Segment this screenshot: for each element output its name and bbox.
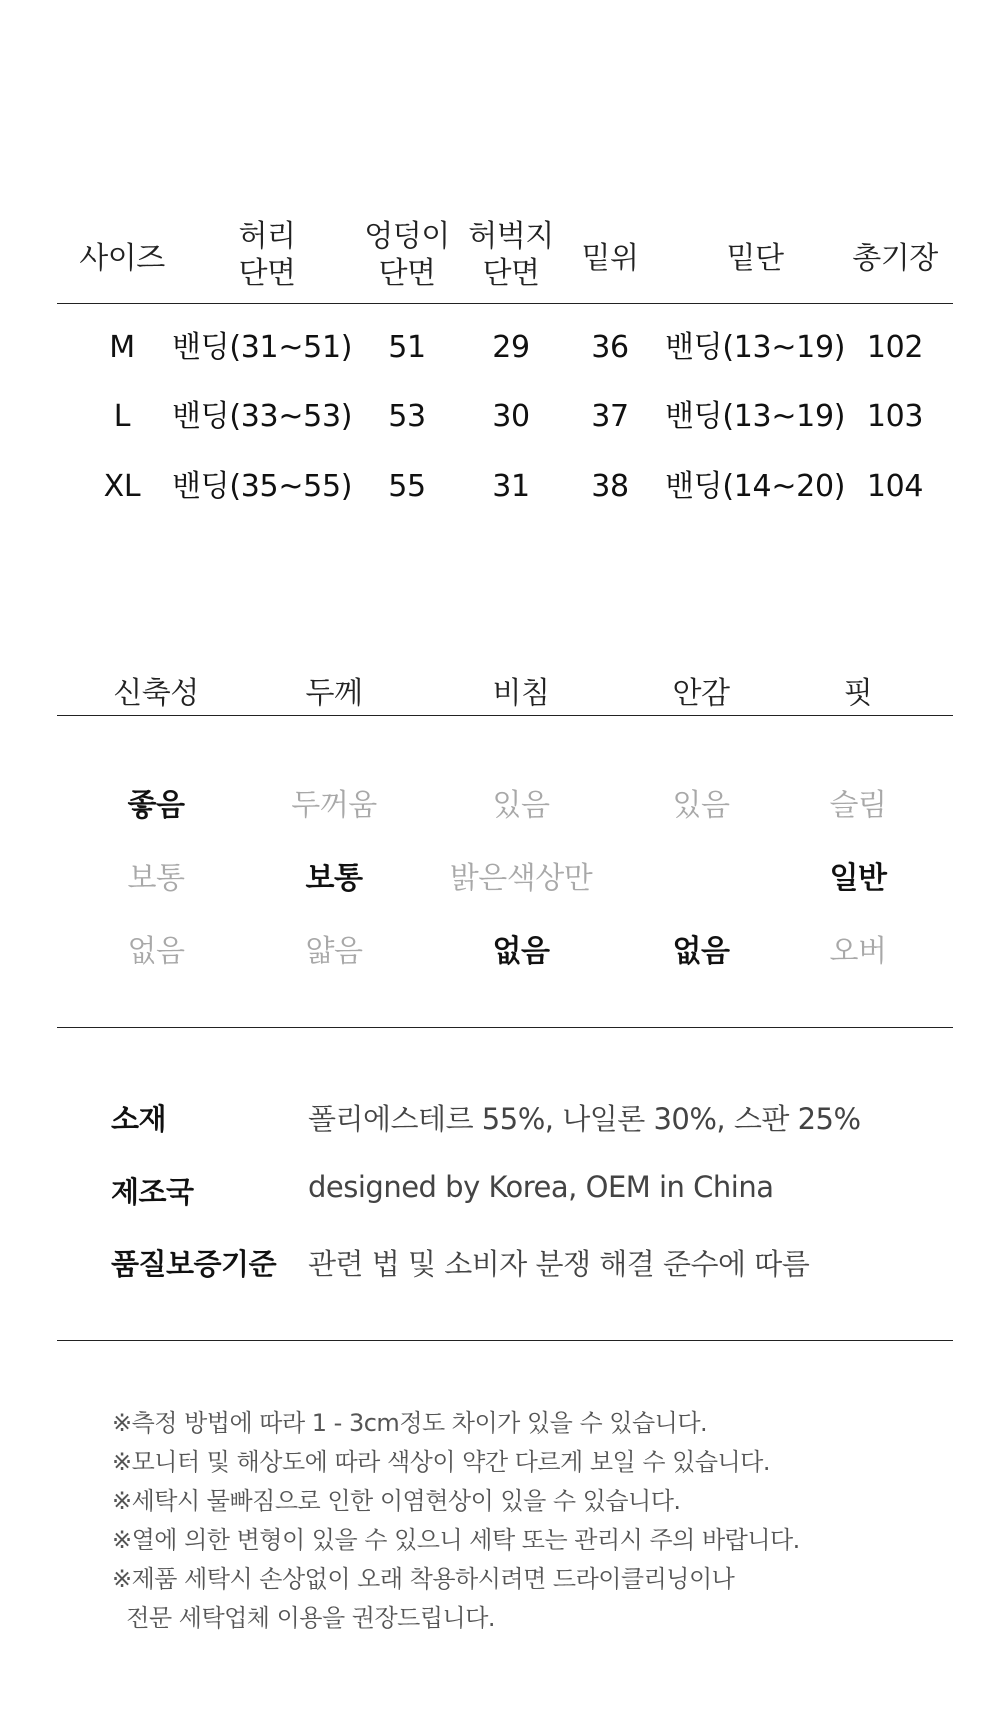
header-thigh-line1: 허벅지 — [468, 219, 554, 254]
attr-option: 밝은색상만 — [449, 861, 593, 896]
attr-option: 보통 — [305, 861, 363, 896]
row-hip: 55 — [388, 469, 426, 504]
header-rise — [560, 240, 660, 277]
attr-header-sheerness: 비침 — [492, 676, 550, 711]
row-size: XL — [103, 469, 141, 504]
header-waist-line1: 허리 — [238, 219, 296, 254]
origin-label: 제조국 — [111, 1175, 194, 1209]
quality-label: 품질보증기준 — [111, 1247, 277, 1281]
note-line: 전문 세탁업체 이용을 권장드립니다. — [112, 1604, 496, 1632]
attr-header-lining: 안감 — [672, 676, 730, 711]
attribute-table-divider — [57, 715, 953, 716]
row-thigh: 31 — [492, 469, 530, 504]
size-table-divider — [57, 303, 953, 304]
row-size: L — [113, 399, 131, 434]
note-line: ※모니터 및 해상도에 따라 색상이 약간 다르게 보일 수 있습니다. — [112, 1448, 770, 1476]
note-line: ※세탁시 물빠짐으로 인한 이염현상이 있을 수 있습니다. — [112, 1487, 681, 1515]
attr-option: 두꺼움 — [291, 788, 377, 823]
row-length: 104 — [866, 469, 924, 504]
quality-value: 관련 법 및 소비자 분쟁 해결 준수에 따름 — [308, 1247, 810, 1281]
row-waist: 밴딩(31~51) — [172, 330, 353, 365]
material-label: 소재 — [111, 1102, 167, 1136]
attr-option: 얇음 — [305, 934, 363, 969]
table-row — [0, 328, 1000, 368]
attr-option: 오버 — [829, 934, 887, 969]
table-row — [0, 467, 1000, 507]
origin-value: designed by Korea, OEM in China — [308, 1170, 774, 1204]
attr-option: 좋음 — [127, 788, 185, 823]
attr-option: 보통 — [127, 861, 185, 896]
info-bottom-divider — [57, 1340, 953, 1341]
header-length — [830, 240, 960, 277]
row-waist: 밴딩(35~55) — [172, 469, 353, 504]
header-thigh — [456, 218, 566, 292]
note-line: ※측정 방법에 따라 1 - 3cm정도 차이가 있을 수 있습니다. — [112, 1409, 708, 1437]
note-line: ※열에 의한 변형이 있을 수 있으니 세탁 또는 관리시 주의 바랍니다. — [112, 1526, 800, 1554]
row-size: M — [109, 330, 135, 365]
attr-option: 슬림 — [829, 788, 887, 823]
header-hip — [352, 218, 462, 292]
row-rise: 37 — [591, 399, 629, 434]
row-hem: 밴딩(13~19) — [665, 330, 846, 365]
header-rise-label: 밑위 — [581, 241, 639, 276]
attr-option: 있음 — [492, 788, 550, 823]
header-waist-line2: 단면 — [238, 256, 296, 291]
header-length-label: 총기장 — [852, 241, 938, 276]
attr-header-stretch: 신축성 — [113, 676, 199, 711]
material-value: 폴리에스테르 55%, 나일론 30%, 스판 25% — [308, 1102, 861, 1136]
row-length: 103 — [866, 399, 924, 434]
header-hip-line2: 단면 — [378, 256, 436, 291]
note-line: ※제품 세탁시 손상없이 오래 착용하시려면 드라이클리닝이나 — [112, 1565, 735, 1593]
header-hip-line1: 엉덩이 — [364, 219, 450, 254]
row-rise: 38 — [591, 469, 629, 504]
row-hem: 밴딩(13~19) — [665, 399, 846, 434]
row-hem: 밴딩(14~20) — [665, 469, 846, 504]
row-thigh: 30 — [492, 399, 530, 434]
attr-option: 있음 — [672, 788, 730, 823]
row-hip: 53 — [388, 399, 426, 434]
header-size — [52, 240, 192, 277]
row-thigh: 29 — [492, 330, 530, 365]
attribute-bottom-divider — [57, 1027, 953, 1028]
attr-option: 일반 — [829, 861, 887, 896]
header-hem-label: 밑단 — [726, 241, 784, 276]
row-waist: 밴딩(33~53) — [172, 399, 353, 434]
row-length: 102 — [866, 330, 924, 365]
row-hip: 51 — [388, 330, 426, 365]
header-thigh-line2: 단면 — [482, 256, 540, 291]
header-size-label: 사이즈 — [79, 241, 165, 276]
attr-header-thickness: 두께 — [305, 676, 363, 711]
header-hem — [675, 240, 835, 277]
attr-option: 없음 — [492, 934, 550, 969]
attr-header-fit: 핏 — [843, 676, 873, 711]
attr-option: 없음 — [127, 934, 185, 969]
header-waist — [182, 218, 352, 292]
row-rise: 36 — [591, 330, 629, 365]
table-row — [0, 397, 1000, 437]
attr-option: 없음 — [672, 934, 730, 969]
